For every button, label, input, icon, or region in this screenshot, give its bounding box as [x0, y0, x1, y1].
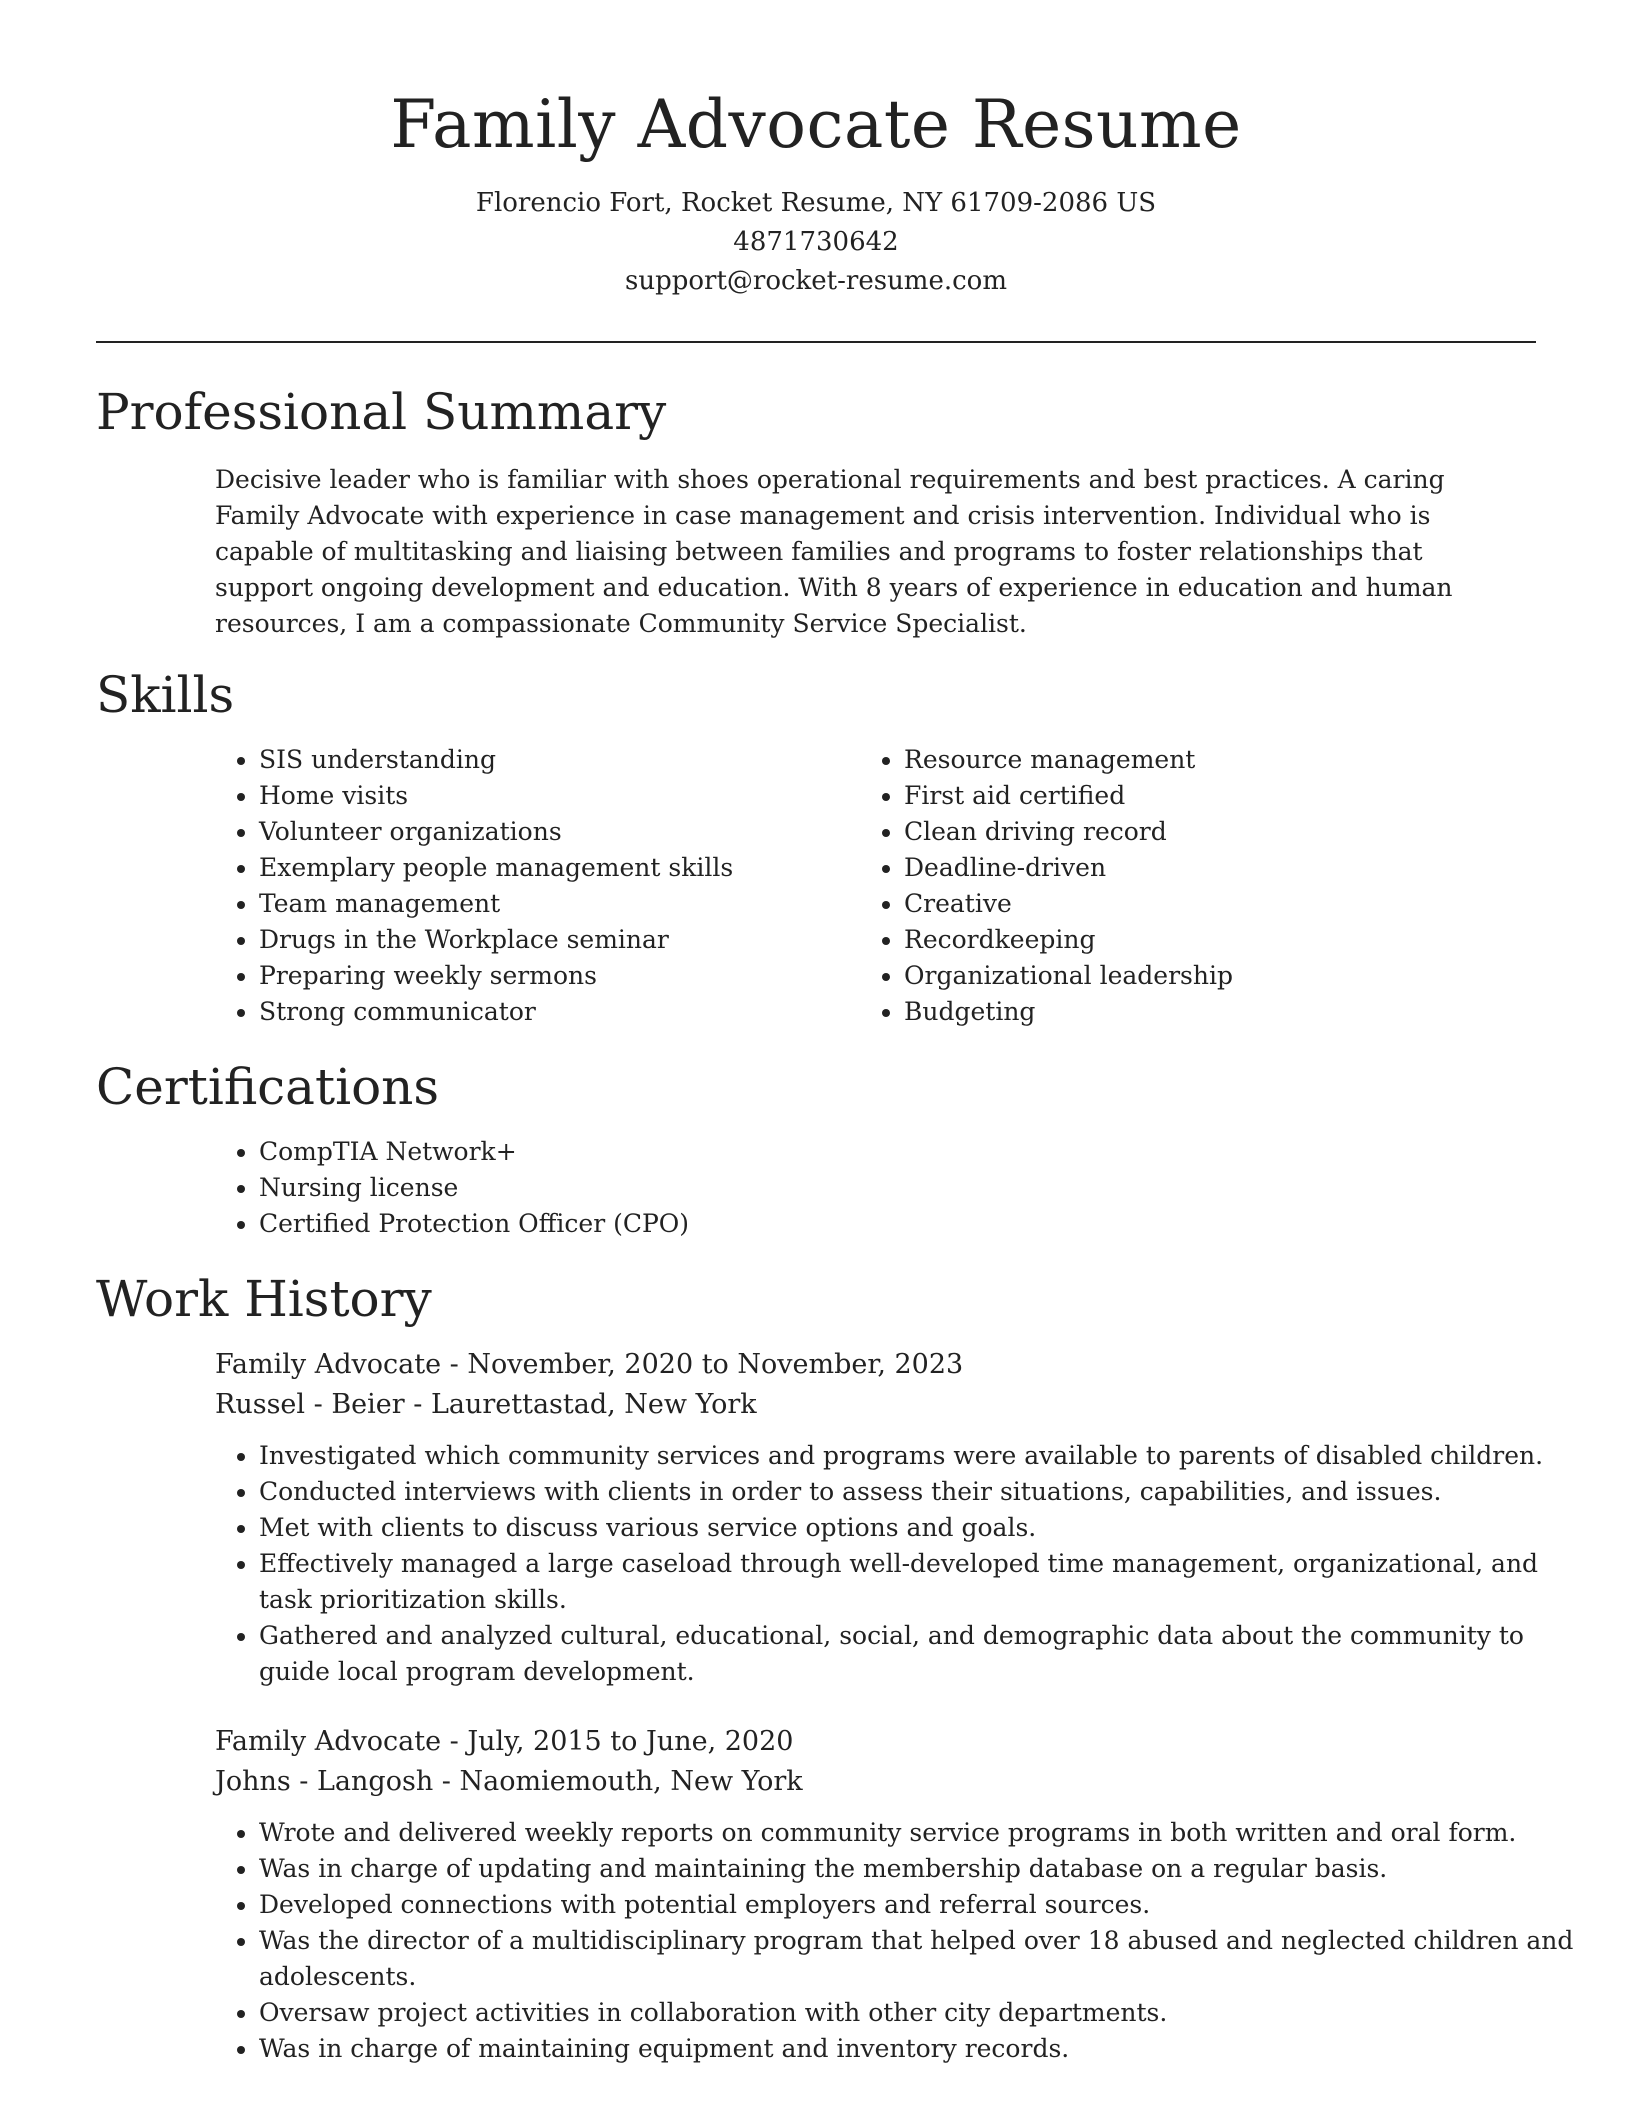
list-item: • Drugs in the Workplace seminar: [259, 922, 859, 958]
list-item: • Deadline-driven: [904, 850, 1504, 886]
list-item: • Was the director of a multidisciplinary program that helped over 18 abused and neglected children and adolescents.: [259, 1923, 1579, 1995]
list-item: • Gathered and analyzed cultural, educational, social, and demographic data about the community to guide local program development.: [259, 1618, 1579, 1690]
work-history-heading: Work History: [96, 1270, 432, 1328]
job-2-header: [215, 1722, 1515, 1802]
summary-text: Decisive leader who is familiar with shoes operational requirements and best practices. A caring Family Advocate with experience in case management and crisis intervention. Individual who is capable of multitasking and liaising between families and programs to foster relationships that support ongoing development and education. With 8 years of experience in education and human resources, I am a compassionate Community Service Specialist.: [215, 465, 1453, 638]
list-item: • Exemplary people management skills: [259, 850, 859, 886]
list-item: • Was in charge of updating and maintaining the membership database on a regular basis.: [259, 1851, 1579, 1887]
list-item: • Developed connections with potential employers and referral sources.: [259, 1887, 1579, 1923]
contact-email: support@rocket-resume.com: [624, 266, 1007, 296]
list-item: • Volunteer organizations: [259, 814, 859, 850]
list-item: • Recordkeeping: [904, 922, 1504, 958]
list-item: • Budgeting: [904, 994, 1504, 1030]
list-item: • Certified Protection Officer (CPO): [259, 1206, 1559, 1242]
list-item: • Strong communicator: [259, 994, 859, 1030]
list-item: • First aid certified: [904, 778, 1504, 814]
resume-header: [96, 80, 1536, 301]
list-item: • Investigated which community services and programs were available to parents of disabled children.: [259, 1438, 1579, 1474]
list-item: • Nursing license: [259, 1170, 1559, 1206]
certifications-heading: Certifications: [96, 1058, 440, 1116]
list-item: • Clean driving record: [904, 814, 1504, 850]
job-title: Family Advocate - November, 2020 to November, 2023: [215, 1349, 964, 1380]
list-item: • Creative: [904, 886, 1504, 922]
contact-phone: 4871730642: [733, 227, 899, 257]
job-1-duties: [215, 1438, 1579, 1690]
list-item: • Preparing weekly sermons: [259, 958, 859, 994]
list-item: • CompTIA Network+: [259, 1134, 1559, 1170]
list-item: • Conducted interviews with clients in order to assess their situations, capabilities, and issues.: [259, 1474, 1579, 1510]
list-item: • SIS understanding: [259, 742, 859, 778]
job-2-duties: [215, 1815, 1579, 2067]
job-company: Russel - Beier - Laurettastad, New York: [215, 1389, 757, 1420]
page-title: Family Advocate Resume: [390, 86, 1242, 163]
list-item: • Wrote and delivered weekly reports on community service programs in both written and oral form.: [259, 1815, 1579, 1851]
skills-list-left: [215, 742, 859, 1030]
list-item: • Organizational leadership: [904, 958, 1504, 994]
job-company: Johns - Langosh - Naomiemouth, New York: [215, 1766, 803, 1797]
list-item: • Team management: [259, 886, 859, 922]
contact-address: Florencio Fort, Rocket Resume, NY 61709-2086 US: [475, 188, 1157, 218]
header-divider: [96, 341, 1536, 343]
certifications-list: [215, 1134, 1559, 1242]
list-item: • Oversaw project activities in collaboration with other city departments.: [259, 1995, 1579, 2031]
job-title: Family Advocate - July, 2015 to June, 2020: [215, 1726, 794, 1757]
summary-heading: Professional Summary: [96, 383, 667, 441]
list-item: • Resource management: [904, 742, 1504, 778]
list-item: • Effectively managed a large caseload through well-developed time management, organizational, and task prioritization skills.: [259, 1546, 1579, 1618]
contact-info: [96, 184, 1536, 301]
list-item: • Met with clients to discuss various service options and goals.: [259, 1510, 1579, 1546]
skills-list-right: [860, 742, 1504, 1030]
list-item: • Was in charge of maintaining equipment and inventory records.: [259, 2031, 1579, 2067]
job-1-header: [215, 1345, 1515, 1425]
skills-heading: Skills: [96, 666, 235, 724]
list-item: • Home visits: [259, 778, 859, 814]
